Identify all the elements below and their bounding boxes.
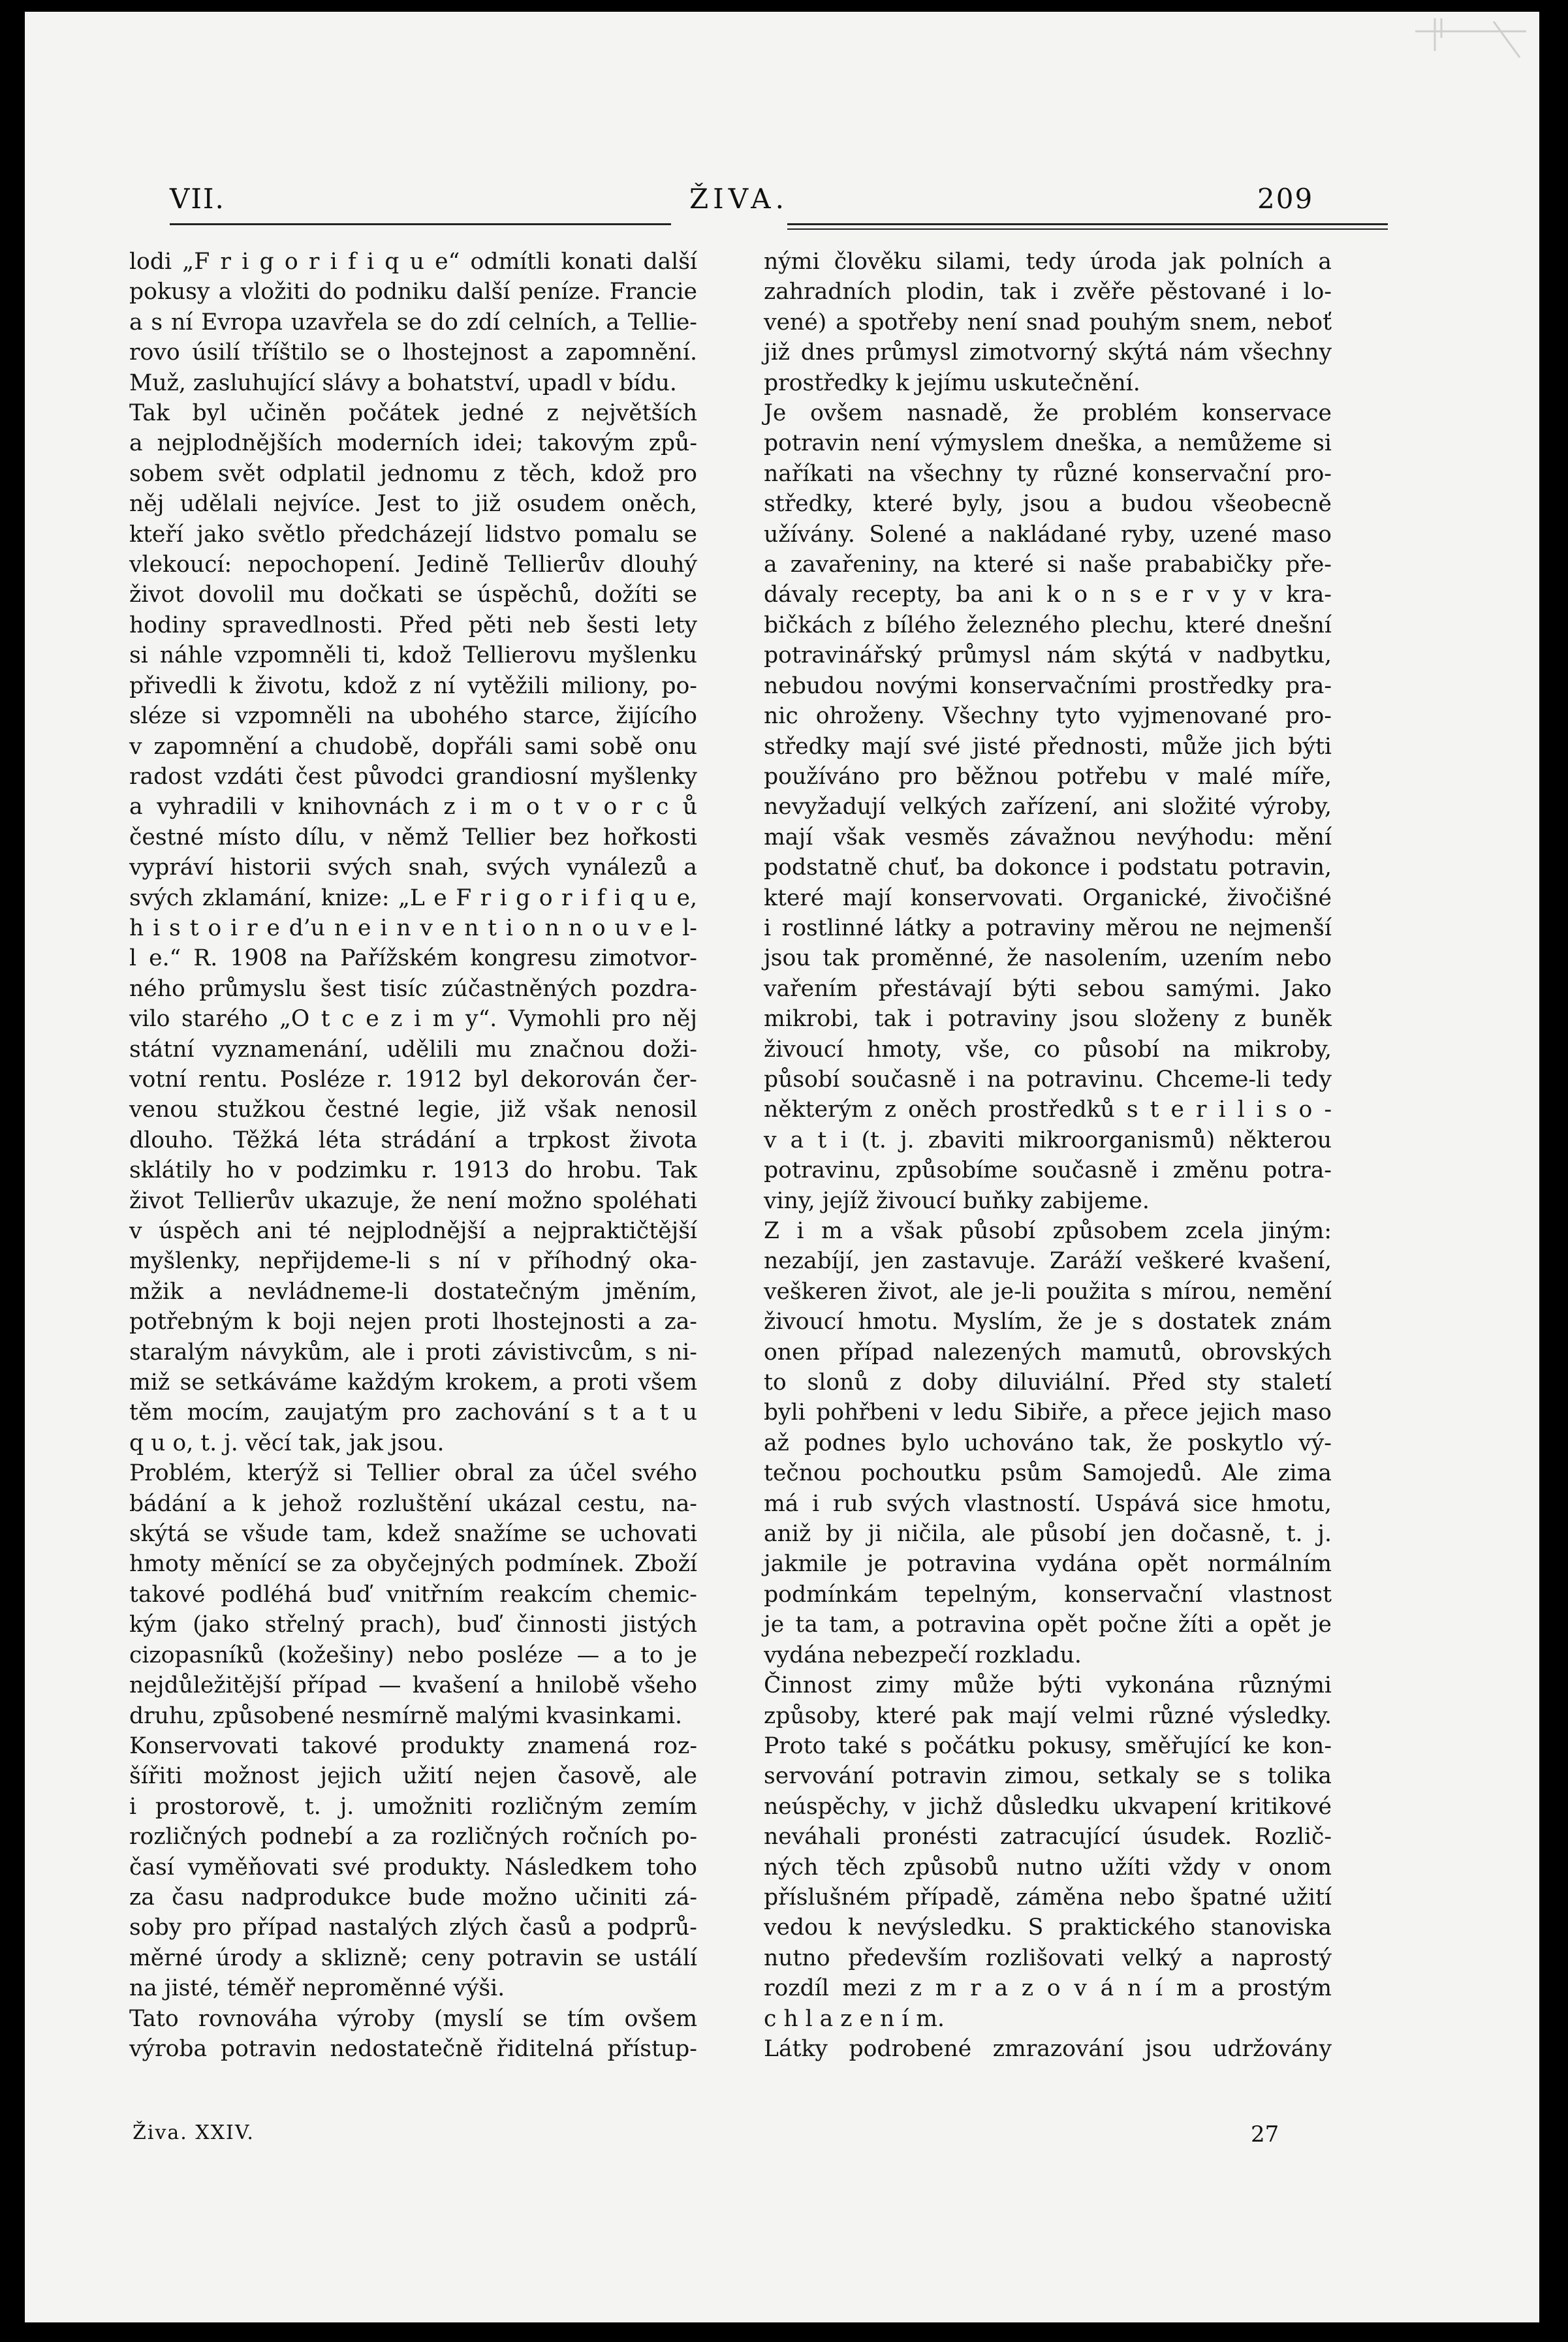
text-line: kým (jako střelný prach), buď činnosti jistých (129, 1612, 697, 1638)
text-line: nými člověku silami, tedy úroda jak polních a (764, 249, 1332, 275)
text-line: a nejplodnějších moderních idei; takovým způ- (129, 430, 697, 457)
text-line: i rostlinné látky a potraviny měrou ne nejmenší (764, 914, 1332, 941)
text-line: staralým návykům, ale i proti závistivcům, s ni- (129, 1339, 697, 1366)
text-line: živoucí hmoty, vše, co působí na mikroby, (764, 1036, 1332, 1063)
text-line: používáno pro běžnou potřebu v malé míře, (764, 763, 1332, 790)
text-line: středky, které byly, jsou a budou všeobecně (764, 491, 1332, 518)
text-line: mžik a nevládneme-li dostatečným jměním, (129, 1278, 697, 1305)
text-line: způsoby, které pak mají velmi různé výsledky. (764, 1702, 1332, 1729)
text-line: vené) a spotřeby není snad pouhým snem, neboť (764, 309, 1332, 336)
text-line: hodiny spravedlnosti. Před pěti neb šesti lety (129, 612, 697, 638)
text-line: v úspěch ani té nejplodnější a nejpraktičtější (129, 1218, 697, 1244)
text-line: Muž, zasluhující slávy a bohatství, upadl v bídu. (129, 369, 677, 396)
text-line: mají však vesměs závažnou nevýhodu: mění (764, 824, 1332, 851)
text-line: těm mocím, zaujatým pro zachování s t a t u (129, 1399, 697, 1426)
text-line: vedou k nevýsledku. S praktického stanoviska (764, 1914, 1332, 1941)
text-line: neváhali pronésti zatracující úsudek. Rozlič- (764, 1824, 1332, 1850)
text-line: nutno především rozlišovati velký a naprostý (764, 1944, 1332, 1971)
text-line: potřebným k boji nejen proti lhostejnosti a za- (129, 1309, 697, 1335)
text-line: kteří jako světlo předcházejí lidstvo pomalu se (129, 521, 697, 548)
text-line: až podnes bylo uchováno tak, že poskytlo vý- (764, 1429, 1332, 1456)
text-line: přivedli k životu, kdož z ní vytěžili miliony, po- (129, 672, 697, 699)
header-rule-right (787, 223, 1388, 225)
text-line: v a t i (t. j. zbaviti mikroorganismů) některou (764, 1127, 1332, 1153)
text-line: jakmile je potravina vydána opět normálním (764, 1551, 1332, 1578)
page-number: 209 (1257, 183, 1314, 215)
text-line: něj udělali nejvíce. Jest to již osudem oněch, (129, 491, 697, 518)
scan-artifact-mark (1396, 12, 1539, 84)
text-line: rozličných podnebí a za rozličných ročních po- (129, 1824, 697, 1850)
text-line: tečnou pochoutku psům Samojedů. Ale zima (764, 1460, 1332, 1487)
text-line: potravin není výmyslem dneška, a nemůžeme si (764, 430, 1332, 457)
text-line: pokusy a vložiti do podniku další peníze. Francie (129, 279, 697, 305)
text-line: Konservovati takové produkty znamená roz- (129, 1732, 697, 1759)
text-line: veškeren život, ale je-li použita s mírou, nemění (764, 1278, 1332, 1305)
text-line: středky mají své jisté přednosti, může jich býti (764, 733, 1332, 760)
text-line: bádání a k jehož rozluštění ukázal cestu, na- (129, 1490, 697, 1517)
text-line: státní vyznamenání, udělili mu značnou doži- (129, 1036, 697, 1063)
text-line: rozdíl mezi z m r a z o v á n í m a prostým (764, 1975, 1332, 2002)
text-line: byli pohřbeni v ledu Sibiře, a přece jejich maso (764, 1399, 1332, 1426)
text-line: vilo starého „O t c e z i m y“. Vymohli pro něj (129, 1006, 697, 1033)
text-line: cizopasníků (kožešiny) nebo posléze — a to je (129, 1642, 697, 1668)
text-line: a s ní Evropa uzavřela se do zdí celních, a Tellie- (129, 309, 697, 336)
text-line: nezabíjí, jen zastavuje. Zaráží veškeré kvašení, (764, 1248, 1332, 1275)
text-line: ného průmyslu šest tisíc zúčastněných pozdra- (129, 975, 697, 1002)
text-line: si náhle vzpomněli ti, kdož Tellierovu myšlenku (129, 642, 697, 669)
text-line: příslušném případě, záměna nebo špatné užití (764, 1884, 1332, 1911)
text-line: lodi „F r i g o r i f i q u e“ odmítli konati další (129, 249, 697, 275)
text-line: zahradních plodin, tak i zvěře pěstované i lo- (764, 279, 1332, 305)
text-line: již dnes průmysl zimotvorný skýtá nám všechny (764, 339, 1332, 366)
text-line: Je ovšem nasnadě, že problém konservace (764, 400, 1332, 427)
text-line: Problém, kterýž si Tellier obral za účel svého (129, 1460, 697, 1487)
text-line: prostředky k jejímu uskutečnění. (764, 369, 1140, 396)
text-line: h i s t o i r e d’u n e i n v e n t i o n n o u v e l- (129, 914, 697, 941)
volume-number: VII. (170, 183, 225, 215)
header-rule-left (170, 223, 671, 225)
text-line: v zapomnění a chudobě, dopřáli sami sobě onu (129, 733, 697, 760)
text-line: šířiti možnost jejich užití nejen časově, ale (129, 1763, 697, 1790)
text-line: a vyhradili v knihovnách z i m o t v o r c ů (129, 794, 697, 820)
text-line: jsou tak proměnné, že nasolením, uzením nebo (764, 945, 1332, 972)
footer-journal-volume: Živa. XXIV. (133, 2121, 255, 2144)
text-line: naříkati na všechny ty různé konservační pro- (764, 460, 1332, 487)
journal-page (25, 12, 1539, 2322)
text-line: onen případ nalezených mamutů, obrovských (764, 1339, 1332, 1366)
text-line: sklátily ho v podzimku r. 1913 do hrobu. Tak (129, 1157, 697, 1184)
text-line: časí vyměňovati své produkty. Následkem toho (129, 1854, 697, 1881)
text-line: Látky podrobené zmrazování jsou udržovány (764, 2035, 1332, 2062)
right-text-column (764, 247, 1332, 2064)
text-line: soby pro případ nastalých zlých časů a podprů- (129, 1914, 697, 1941)
text-line: za času nadprodukce bude možno učiniti zá- (129, 1884, 697, 1911)
text-line: c h l a z e n í m. (764, 2005, 945, 2032)
text-line: vlekoucí: nepochopení. Jedině Tellierův dlouhý (129, 552, 697, 578)
text-line: život dovolil mu dočkati se úspěchů, dožíti se (129, 582, 697, 608)
text-line: miž se setkáváme každým krokem, a proti všem (129, 1369, 697, 1396)
text-line: živoucí hmotu. Myslím, že je s dostatek znám (764, 1309, 1332, 1335)
text-line: Proto také s počátku pokusy, směřující ke kon- (764, 1732, 1332, 1759)
text-line: čestné místo dílu, v němž Tellier bez hořkosti (129, 824, 697, 851)
text-line: hmoty měnící se za obyčejných podmínek. Zboží (129, 1551, 697, 1578)
text-line: votní rentu. Posléze r. 1912 byl dekorován čer- (129, 1066, 697, 1093)
text-line: mikrobi, tak i potraviny jsou složeny z buněk (764, 1006, 1332, 1033)
text-line: Činnost zimy může býti vykonána různými (764, 1672, 1332, 1699)
text-line: servování potravin zimou, setkaly se s tolika (764, 1763, 1332, 1790)
text-line: rovo úsilí tříštilo se o lhostejnost a zapomnění. (129, 339, 697, 366)
page-header (25, 170, 1539, 228)
text-line: život Tellierův ukazuje, že není možno spoléhati (129, 1187, 697, 1214)
text-line: neúspěchy, v jichž důsledku ukvapení kritikové (764, 1793, 1332, 1820)
text-line: i prostorově, t. j. umožniti rozličným zemím (129, 1793, 697, 1820)
text-line: měrné úrody a sklizně; ceny potravin se ustálí (129, 1944, 697, 1971)
text-line: to slonů z doby diluviální. Před sty staletí (764, 1369, 1332, 1396)
text-line: skýtá se všude tam, kdež snažíme se uchovati (129, 1521, 697, 1548)
text-line: podmínkám tepelným, konservační vlastnost (764, 1581, 1332, 1608)
text-line: nevyžadují velkých zařízení, ani složité výroby, (764, 794, 1332, 820)
left-text-column (129, 247, 697, 2064)
text-line: takové podléhá buď vnitřním reakcím chemic- (129, 1581, 697, 1608)
text-line: ných těch způsobů nutno užíti vždy v onom (764, 1854, 1332, 1881)
text-line: q u o, t. j. věcí tak, jak jsou. (129, 1429, 445, 1456)
text-line: užívány. Solené a nakládané ryby, uzené maso (764, 521, 1332, 548)
text-line: bičkách z bílého železného plechu, které dnešní (764, 612, 1332, 638)
text-line: druhu, způsobené nesmírně malými kvasinkami. (129, 1702, 682, 1729)
text-line: potravinu, způsobíme současně i změnu potra- (764, 1157, 1332, 1184)
text-line: které mají konservovati. Organické, živočišné (764, 884, 1332, 911)
text-line: na jisté, téměř neproměnné výši. (129, 1975, 505, 2002)
text-line: dlouho. Těžká léta strádání a trpkost života (129, 1127, 697, 1153)
text-line: viny, jejíž živoucí buňky zabijeme. (764, 1187, 1150, 1214)
text-line: nebudou novými konservačními prostředky pra- (764, 672, 1332, 699)
text-line: vařením přestávají býti sebou samými. Jako (764, 975, 1332, 1002)
text-line: Tato rovnováha výroby (myslí se tím ovšem (129, 2005, 697, 2032)
header-rule-right-double (787, 228, 1388, 230)
text-line: vypráví historii svých snah, svých vynálezů a (129, 854, 697, 881)
text-line: má i rub svých vlastností. Uspává sice hmotu, (764, 1490, 1332, 1517)
text-line: venou stužkou čestné legie, již však nenosil (129, 1097, 697, 1123)
text-line: Tak byl učiněn počátek jedné z největších (129, 400, 697, 427)
text-line: vydána nebezpečí rozkladu. (764, 1642, 1082, 1668)
journal-title: ŽIVA. (689, 183, 789, 215)
text-line: myšlenky, nepřijdeme-li s ní v příhodný oka- (129, 1248, 697, 1275)
text-line: Z i m a však působí způsobem zcela jiným: (764, 1218, 1332, 1244)
text-line: nejdůležitější případ — kvašení a hnilobě všeho (129, 1672, 697, 1699)
text-line: l e.“ R. 1908 na Pařížském kongresu zimotvor- (129, 945, 697, 972)
text-line: nic ohroženy. Všechny tyto vyjmenované pro- (764, 703, 1332, 730)
text-line: svých zklamání, knize: „L e F r i g o r i f i q u e, (129, 884, 697, 911)
text-line: některým z oněch prostředků s t e r i l i s o - (764, 1097, 1332, 1123)
text-line: podstatně chuť, ba dokonce i podstatu potravin, (764, 854, 1332, 881)
text-line: potravinářský průmysl nám skýtá v nadbytku, (764, 642, 1332, 669)
text-line: je ta tam, a potravina opět počne žíti a opět je (764, 1612, 1332, 1638)
text-line: působí současně i na potravinu. Chceme-li tedy (764, 1066, 1332, 1093)
text-line: sléze si vzpomněli na ubohého starce, žijícího (129, 703, 697, 730)
footer-signature-number: 27 (1251, 2121, 1279, 2147)
text-line: a zavařeniny, na které si naše prababičky pře- (764, 552, 1332, 578)
text-line: radost vzdáti čest původci grandiosní myšlenky (129, 763, 697, 790)
text-line: aniž by ji ničila, ale působí jen dočasně, t. j. (764, 1521, 1332, 1548)
text-line: dávaly recepty, ba ani k o n s e r v y v kra- (764, 582, 1332, 608)
text-line: sobem svět odplatil jednomu z těch, kdož pro (129, 460, 697, 487)
text-line: výroba potravin nedostatečně řiditelná přístup- (129, 2035, 697, 2062)
